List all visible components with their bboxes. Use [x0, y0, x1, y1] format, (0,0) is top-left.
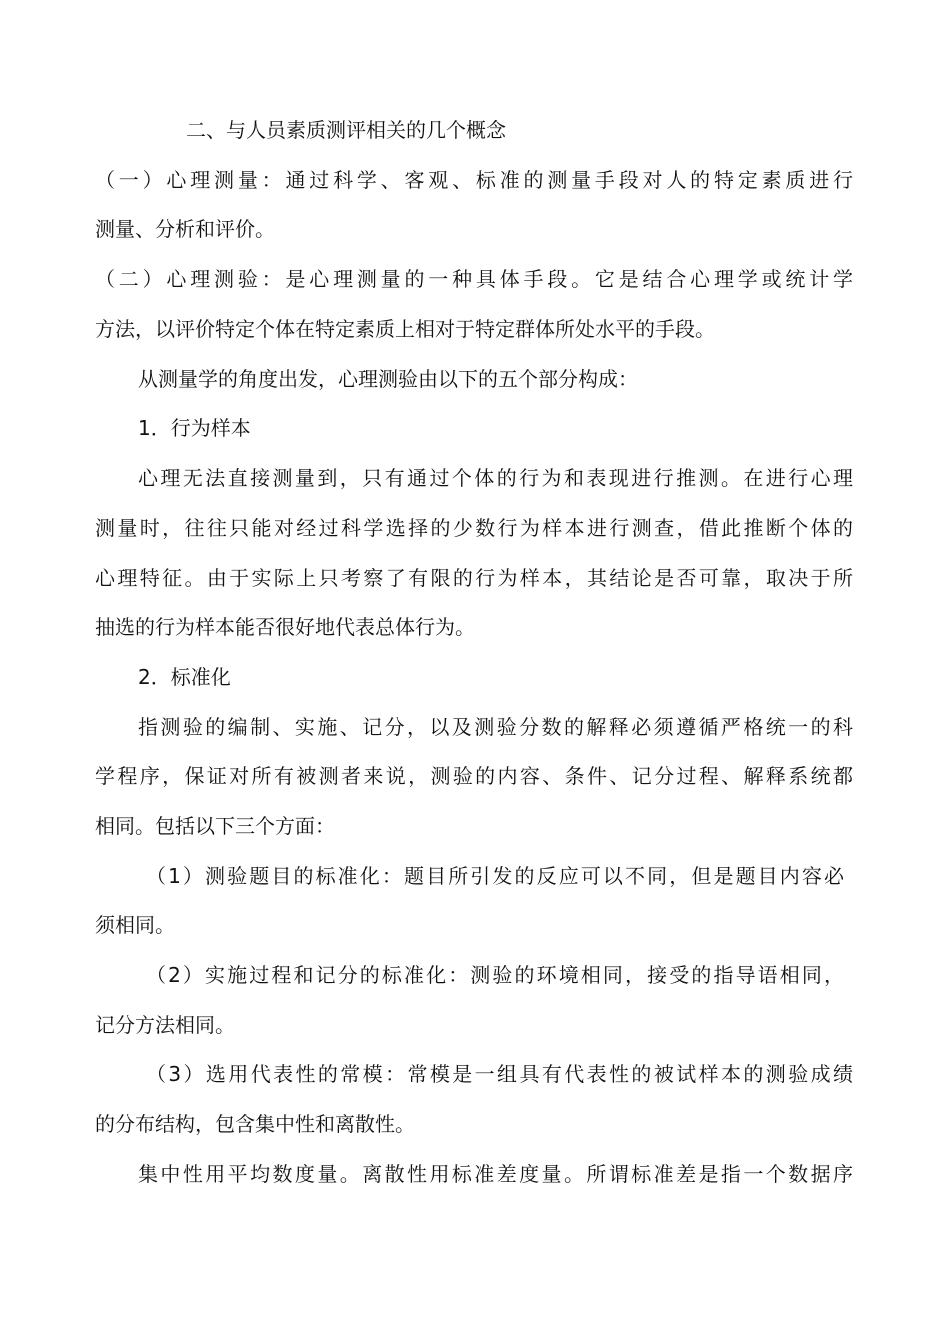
- part-1-line-1: 心理无法直接测量到，只有通过个体的行为和表现进行推测。在进行心理: [138, 466, 853, 490]
- item-3-line-2: 的分布结构，包含集中性和离散性。: [95, 1112, 415, 1136]
- part-2-line-2: 学程序，保证对所有被测者来说，测验的内容、条件、记分过程、解释系统都: [95, 764, 853, 788]
- part-2-heading: 2．标准化: [138, 665, 231, 689]
- item-2-line-1: （2）实施过程和记分的标准化：测验的环境相同，接受的指导语相同，: [146, 963, 844, 987]
- concept-1-line-2: 测量、分析和评价。: [95, 217, 275, 241]
- item-3-line-1: （3）选用代表性的常模：常模是一组具有代表性的被试样本的测验成绩: [146, 1062, 853, 1086]
- closing-line: 集中性用平均数度量。离散性用标准差度量。所谓标准差是指一个数据序: [138, 1162, 853, 1186]
- part-1-line-3: 心理特征。由于实际上只考察了有限的行为样本，其结论是否可靠，取决于所: [95, 566, 853, 590]
- part-2-line-3: 相同。包括以下三个方面：: [95, 814, 335, 838]
- intro-paragraph: 从测量学的角度出发，心理测验由以下的五个部分构成：: [138, 367, 638, 391]
- item-2-line-2: 记分方法相同。: [95, 1013, 235, 1037]
- part-1-line-2: 测量时，往往只能对经过科学选择的少数行为样本进行测查，借此推断个体的: [95, 516, 853, 540]
- item-1-line-2: 须相同。: [95, 913, 175, 937]
- concept-2-line-1: （二）心理测验：是心理测量的一种具体手段。它是结合心理学或统计学: [95, 267, 853, 291]
- concept-2-line-2: 方法，以评价特定个体在特定素质上相对于特定群体所处水平的手段。: [95, 317, 715, 341]
- part-1-line-4: 抽选的行为样本能否很好地代表总体行为。: [95, 615, 475, 639]
- part-2-line-1: 指测验的编制、实施、记分，以及测验分数的解释必须遵循严格统一的科: [138, 715, 853, 739]
- part-1-heading: 1．行为样本: [138, 416, 251, 440]
- item-1-line-1: （1）测验题目的标准化：题目所引发的反应可以不同，但是题目内容必: [146, 864, 844, 888]
- section-heading: 二、与人员素质测评相关的几个概念: [186, 118, 506, 142]
- concept-1-line-1: （一）心理测量：通过科学、客观、标准的测量手段对人的特定素质进行: [95, 168, 853, 192]
